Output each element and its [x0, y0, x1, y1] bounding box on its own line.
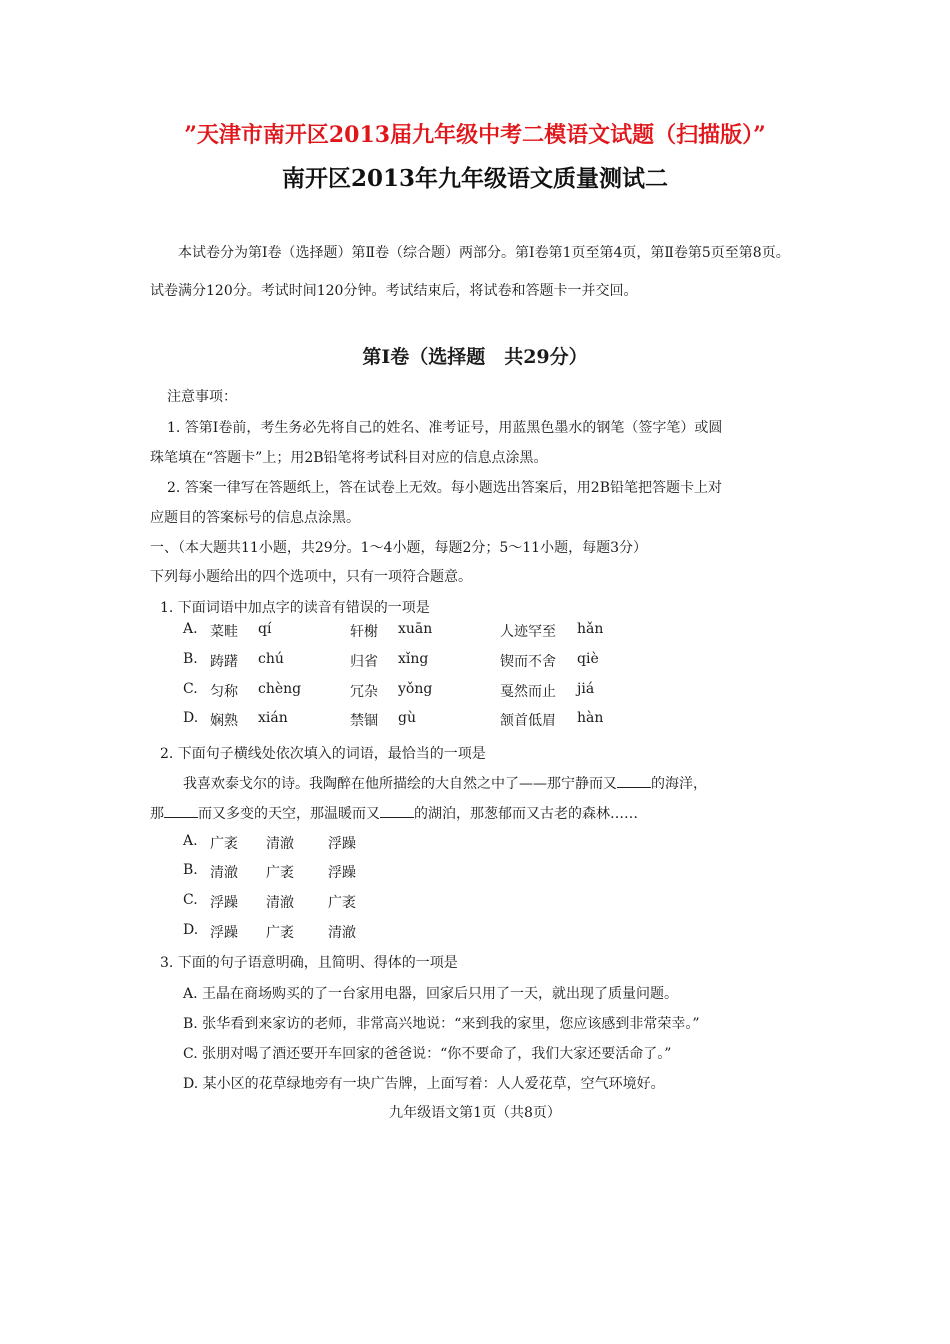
option-word: 浮躁 [210, 895, 238, 911]
option-word: 冗杂 [350, 684, 378, 700]
option-letter: C. [183, 892, 198, 908]
document-title: 南开区2013年九年级语文质量测试二 [281, 165, 668, 192]
option-pinyin: xuān [398, 621, 433, 637]
option-word: 锲而不舍 [500, 654, 556, 670]
passage-text: 我喜欢泰戈尔的诗。我陶醉在他所描绘的大自然之中了——那宁静而又 [183, 776, 617, 792]
option-word: 广袤 [210, 836, 238, 852]
option-word: 清澈 [328, 925, 356, 941]
note-item-1-line1: 1. 答第Ⅰ卷前，考生务必先将自己的姓名、准考证号，用蓝黑色墨水的钢笔（签字笔）或圆 [167, 420, 723, 436]
document-title-red: ”天津市南开区2013届九年级中考二模语文试题（扫描版）” [184, 122, 766, 148]
passage-text: 那 [150, 806, 164, 822]
option-pinyin: qí [258, 621, 272, 637]
option-letter: B. [183, 862, 198, 878]
option-word: 踌躇 [210, 654, 238, 670]
option-word: 禁锢 [350, 713, 378, 729]
question-3-option-b: B. 张华看到来家访的老师，非常高兴地说：“来到我的家里，您应该感到非常荣幸。” [183, 1016, 700, 1032]
notes-heading: 注意事项： [167, 389, 237, 405]
option-word: 人迹罕至 [500, 624, 556, 640]
intro-paragraph: 本试卷分为第Ⅰ卷（选择题）第Ⅱ卷（综合题）两部分。第Ⅰ卷第1页至第4页，第Ⅱ卷第5页至第8页。试卷满分120分。考试时间120分钟。考试结束后，将试卷和答题卡一并交回。 [150, 245, 790, 299]
option-word: 广袤 [328, 895, 356, 911]
option-word: 轩榭 [350, 624, 378, 640]
option-word: 归省 [350, 654, 378, 670]
option-pinyin: jiá [577, 681, 595, 697]
option-letter: A. [183, 833, 198, 849]
passage-text: 的海洋， [651, 776, 707, 792]
option-pinyin: chú [258, 651, 284, 667]
option-word: 广袤 [266, 865, 294, 881]
note-item-2-line1: 2. 答案一律写在答题纸上，答在试卷上无效。每小题选出答案后，用2B铅笔把答题卡上对 [167, 480, 723, 496]
question-2-passage-line1 [183, 773, 707, 793]
option-word: 清澈 [210, 865, 238, 881]
note-item-1-line2: 珠笔填在“答题卡”上；用2B铅笔将考试科目对应的信息点涂黑。 [150, 450, 548, 466]
option-pinyin: hàn [577, 710, 604, 726]
question-3-option-a: A. 王晶在商场购买的了一台家用电器，回家后只用了一天，就出现了质量问题。 [183, 986, 679, 1002]
question-3-option-c: C. 张朋对喝了酒还要开车回家的爸爸说：“你不要命了，我们大家还要活命了。” [183, 1046, 672, 1062]
option-word: 颔首低眉 [500, 713, 556, 729]
question-2-stem: 2. 下面句子横线处依次填入的词语，最恰当的一项是 [160, 746, 486, 762]
option-word: 浮躁 [328, 865, 356, 881]
fill-blank [164, 805, 198, 818]
option-pinyin: hǎn [577, 621, 604, 637]
option-letter: C. [183, 681, 198, 697]
option-word: 戛然而止 [500, 684, 556, 700]
option-letter: D. [183, 710, 199, 726]
option-pinyin: gù [398, 710, 416, 726]
note-item-2-line2: 应题目的答案标号的信息点涂黑。 [150, 510, 360, 526]
question-1-stem: 1. 下面词语中加点字的读音有错误的一项是 [160, 600, 430, 616]
option-word: 清澈 [266, 836, 294, 852]
option-word: 匀称 [210, 684, 238, 700]
option-pinyin: xǐng [398, 651, 429, 667]
question-3-stem: 3. 下面的句子语意明确，且简明、得体的一项是 [160, 955, 458, 971]
option-letter: D. [183, 922, 199, 938]
option-pinyin: qiè [577, 651, 599, 667]
option-word: 清澈 [266, 895, 294, 911]
option-pinyin: yǒng [398, 681, 433, 697]
option-pinyin: chèng [258, 681, 302, 697]
option-letter: B. [183, 651, 198, 667]
option-word: 娴熟 [210, 713, 238, 729]
option-letter: A. [183, 621, 198, 637]
passage-text: 而又多变的天空，那温暖而又 [198, 806, 380, 822]
part1-instruction: 下列每小题给出的四个选项中，只有一项符合题意。 [150, 569, 472, 585]
page-footer: 九年级语文第1页（共8页） [389, 1105, 561, 1121]
option-word: 浮躁 [328, 836, 356, 852]
fill-blank [380, 805, 414, 818]
question-3-option-d: D. 某小区的花草绿地旁有一块广告牌，上面写着：人人爱花草，空气环境好。 [183, 1076, 665, 1092]
option-word: 浮躁 [210, 925, 238, 941]
option-word: 菜畦 [210, 624, 238, 640]
passage-text: 的湖泊，那葱郁而又古老的森林…… [414, 806, 638, 822]
option-pinyin: xián [258, 710, 288, 726]
option-word: 广袤 [266, 925, 294, 941]
section-title: 第Ⅰ卷（选择题 共29分） [362, 346, 588, 368]
part1-heading: 一、（本大题共11小题，共29分。1～4小题，每题2分；5～11小题，每题3分） [150, 540, 647, 556]
fill-blank [617, 775, 651, 788]
question-2-passage-line2 [150, 803, 638, 823]
